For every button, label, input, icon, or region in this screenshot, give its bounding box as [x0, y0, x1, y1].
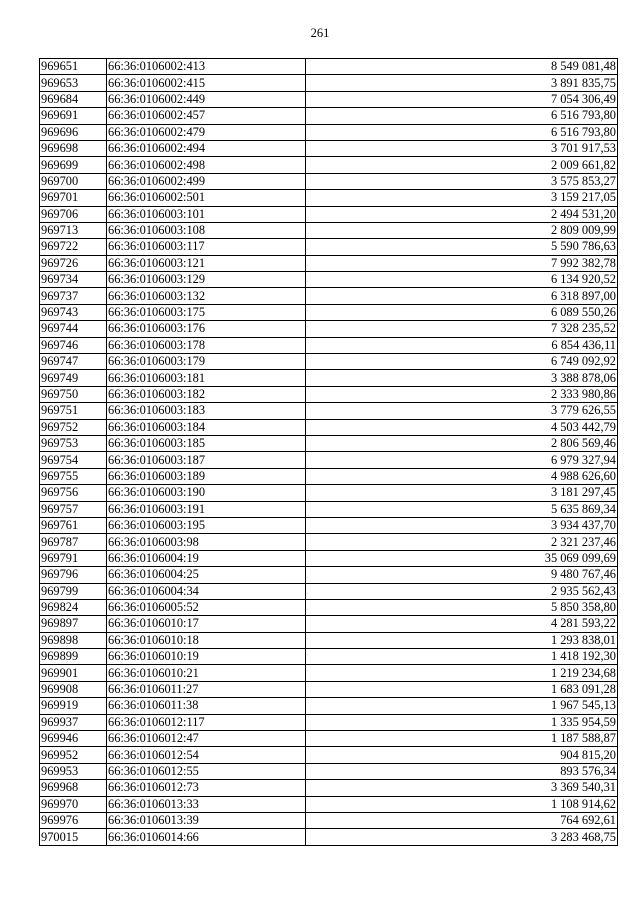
table-body — [40, 59, 618, 846]
cadastral-number-cell: 66:36:0106010:19 — [107, 649, 306, 665]
table-row — [40, 747, 618, 763]
row-id-cell: 969761 — [40, 517, 107, 533]
cadastral-number-cell: 66:36:0106002:415 — [107, 75, 306, 91]
cadastral-number-cell: 66:36:0106003:178 — [107, 337, 306, 353]
row-id-cell: 969726 — [40, 255, 107, 271]
cadastral-number-cell: 66:36:0106012:54 — [107, 747, 306, 763]
cadastral-value-cell: 6 749 092,92 — [306, 354, 618, 370]
cadastral-number-cell: 66:36:0106004:19 — [107, 550, 306, 566]
cadastral-value-cell: 2 009 661,82 — [306, 157, 618, 173]
cadastral-number-cell: 66:36:0106012:55 — [107, 763, 306, 779]
row-id-cell: 969899 — [40, 649, 107, 665]
cadastral-value-cell: 4 503 442,79 — [306, 419, 618, 435]
table-row — [40, 403, 618, 419]
table-row — [40, 59, 618, 75]
table-row — [40, 501, 618, 517]
cadastral-number-cell: 66:36:0106003:179 — [107, 354, 306, 370]
cadastral-value-cell: 3 159 217,05 — [306, 190, 618, 206]
table-row — [40, 632, 618, 648]
cadastral-number-cell: 66:36:0106002:499 — [107, 173, 306, 189]
cadastral-value-table — [39, 58, 618, 846]
row-id-cell: 969976 — [40, 812, 107, 828]
row-id-cell: 969898 — [40, 632, 107, 648]
row-id-cell: 969897 — [40, 616, 107, 632]
row-id-cell: 969754 — [40, 452, 107, 468]
row-id-cell: 969756 — [40, 485, 107, 501]
table-row — [40, 681, 618, 697]
cadastral-value-cell: 1 418 192,30 — [306, 649, 618, 665]
cadastral-value-cell: 5 590 786,63 — [306, 239, 618, 255]
cadastral-number-cell: 66:36:0106003:184 — [107, 419, 306, 435]
cadastral-value-cell: 1 335 954,59 — [306, 714, 618, 730]
table-row — [40, 731, 618, 747]
row-id-cell: 969946 — [40, 731, 107, 747]
cadastral-number-cell: 66:36:0106002:413 — [107, 59, 306, 75]
row-id-cell: 969799 — [40, 583, 107, 599]
table-row — [40, 206, 618, 222]
table-row — [40, 321, 618, 337]
cadastral-value-cell: 4 988 626,60 — [306, 468, 618, 484]
cadastral-value-cell: 3 388 878,06 — [306, 370, 618, 386]
cadastral-number-cell: 66:36:0106002:479 — [107, 124, 306, 140]
row-id-cell: 969700 — [40, 173, 107, 189]
row-id-cell: 969651 — [40, 59, 107, 75]
table-row — [40, 550, 618, 566]
cadastral-value-cell: 2 935 562,43 — [306, 583, 618, 599]
cadastral-value-cell: 3 701 917,53 — [306, 140, 618, 156]
table-row — [40, 780, 618, 796]
cadastral-number-cell: 66:36:0106012:117 — [107, 714, 306, 730]
row-id-cell: 969757 — [40, 501, 107, 517]
row-id-cell: 969744 — [40, 321, 107, 337]
cadastral-number-cell: 66:36:0106002:498 — [107, 157, 306, 173]
row-id-cell: 969701 — [40, 190, 107, 206]
table-row — [40, 698, 618, 714]
cadastral-value-cell: 904 815,20 — [306, 747, 618, 763]
table-row — [40, 288, 618, 304]
cadastral-number-cell: 66:36:0106002:501 — [107, 190, 306, 206]
row-id-cell: 969751 — [40, 403, 107, 419]
cadastral-number-cell: 66:36:0106003:101 — [107, 206, 306, 222]
cadastral-number-cell: 66:36:0106011:38 — [107, 698, 306, 714]
row-id-cell: 969746 — [40, 337, 107, 353]
cadastral-number-cell: 66:36:0106002:494 — [107, 140, 306, 156]
cadastral-value-cell: 3 283 468,75 — [306, 829, 618, 845]
cadastral-number-cell: 66:36:0106003:190 — [107, 485, 306, 501]
cadastral-value-cell: 1 187 588,87 — [306, 731, 618, 747]
cadastral-number-cell: 66:36:0106003:185 — [107, 435, 306, 451]
table-row — [40, 812, 618, 828]
cadastral-value-cell: 1 293 838,01 — [306, 632, 618, 648]
cadastral-number-cell: 66:36:0106003:187 — [107, 452, 306, 468]
table-row — [40, 124, 618, 140]
row-id-cell: 969970 — [40, 796, 107, 812]
cadastral-value-cell: 2 809 009,99 — [306, 222, 618, 238]
cadastral-value-cell: 3 934 437,70 — [306, 517, 618, 533]
cadastral-value-cell: 2 494 531,20 — [306, 206, 618, 222]
page-number: 261 — [310, 26, 330, 40]
table-row — [40, 386, 618, 402]
cadastral-number-cell: 66:36:0106012:47 — [107, 731, 306, 747]
row-id-cell: 969750 — [40, 386, 107, 402]
table-row — [40, 665, 618, 681]
cadastral-value-cell: 1 108 914,62 — [306, 796, 618, 812]
table-row — [40, 468, 618, 484]
cadastral-number-cell: 66:36:0106003:195 — [107, 517, 306, 533]
row-id-cell: 969919 — [40, 698, 107, 714]
cadastral-number-cell: 66:36:0106013:33 — [107, 796, 306, 812]
cadastral-number-cell: 66:36:0106003:175 — [107, 304, 306, 320]
table-row — [40, 649, 618, 665]
row-id-cell: 969952 — [40, 747, 107, 763]
cadastral-value-cell: 7 328 235,52 — [306, 321, 618, 337]
row-id-cell: 969937 — [40, 714, 107, 730]
cadastral-value-cell: 7 992 382,78 — [306, 255, 618, 271]
cadastral-value-cell: 3 575 853,27 — [306, 173, 618, 189]
table-row — [40, 272, 618, 288]
table-row — [40, 108, 618, 124]
row-id-cell: 969755 — [40, 468, 107, 484]
cadastral-value-cell: 2 333 980,86 — [306, 386, 618, 402]
cadastral-number-cell: 66:36:0106010:21 — [107, 665, 306, 681]
table-row — [40, 222, 618, 238]
cadastral-value-cell: 6 516 793,80 — [306, 124, 618, 140]
table-row — [40, 616, 618, 632]
cadastral-value-cell: 7 054 306,49 — [306, 91, 618, 107]
table-row — [40, 796, 618, 812]
cadastral-number-cell: 66:36:0106002:457 — [107, 108, 306, 124]
row-id-cell: 969752 — [40, 419, 107, 435]
table-row — [40, 91, 618, 107]
table-row — [40, 140, 618, 156]
cadastral-number-cell: 66:36:0106002:449 — [107, 91, 306, 107]
row-id-cell: 969787 — [40, 534, 107, 550]
cadastral-number-cell: 66:36:0106003:98 — [107, 534, 306, 550]
table-row — [40, 157, 618, 173]
row-id-cell: 969684 — [40, 91, 107, 107]
row-id-cell: 969953 — [40, 763, 107, 779]
cadastral-number-cell: 66:36:0106010:18 — [107, 632, 306, 648]
cadastral-value-cell: 6 318 897,00 — [306, 288, 618, 304]
table-row — [40, 304, 618, 320]
table-row — [40, 419, 618, 435]
cadastral-value-cell: 3 891 835,75 — [306, 75, 618, 91]
cadastral-value-cell: 764 692,61 — [306, 812, 618, 828]
cadastral-number-cell: 66:36:0106013:39 — [107, 812, 306, 828]
cadastral-number-cell: 66:36:0106003:182 — [107, 386, 306, 402]
cadastral-number-cell: 66:36:0106010:17 — [107, 616, 306, 632]
cadastral-number-cell: 66:36:0106003:181 — [107, 370, 306, 386]
row-id-cell: 969749 — [40, 370, 107, 386]
row-id-cell: 969737 — [40, 288, 107, 304]
cadastral-number-cell: 66:36:0106014:66 — [107, 829, 306, 845]
table-row — [40, 239, 618, 255]
cadastral-number-cell: 66:36:0106012:73 — [107, 780, 306, 796]
table-row — [40, 75, 618, 91]
table-row — [40, 583, 618, 599]
cadastral-number-cell: 66:36:0106003:121 — [107, 255, 306, 271]
cadastral-value-cell: 6 089 550,26 — [306, 304, 618, 320]
cadastral-value-cell: 6 516 793,80 — [306, 108, 618, 124]
cadastral-value-cell: 1 219 234,68 — [306, 665, 618, 681]
cadastral-number-cell: 66:36:0106003:108 — [107, 222, 306, 238]
row-id-cell: 969796 — [40, 567, 107, 583]
row-id-cell: 969698 — [40, 140, 107, 156]
cadastral-number-cell: 66:36:0106003:117 — [107, 239, 306, 255]
cadastral-number-cell: 66:36:0106005:52 — [107, 599, 306, 615]
row-id-cell: 969722 — [40, 239, 107, 255]
table-row — [40, 370, 618, 386]
row-id-cell: 969791 — [40, 550, 107, 566]
row-id-cell: 969706 — [40, 206, 107, 222]
row-id-cell: 969743 — [40, 304, 107, 320]
row-id-cell: 969691 — [40, 108, 107, 124]
cadastral-number-cell: 66:36:0106003:176 — [107, 321, 306, 337]
table-row — [40, 534, 618, 550]
cadastral-value-cell: 1 967 545,13 — [306, 698, 618, 714]
cadastral-number-cell: 66:36:0106003:183 — [107, 403, 306, 419]
row-id-cell: 969901 — [40, 665, 107, 681]
cadastral-value-cell: 3 369 540,31 — [306, 780, 618, 796]
cadastral-value-cell: 3 181 297,45 — [306, 485, 618, 501]
table-row — [40, 173, 618, 189]
row-id-cell: 969696 — [40, 124, 107, 140]
cadastral-value-cell: 9 480 767,46 — [306, 567, 618, 583]
table-row — [40, 337, 618, 353]
row-id-cell: 969653 — [40, 75, 107, 91]
cadastral-number-cell: 66:36:0106003:129 — [107, 272, 306, 288]
row-id-cell: 969747 — [40, 354, 107, 370]
cadastral-value-cell: 893 576,34 — [306, 763, 618, 779]
cadastral-value-cell: 35 069 099,69 — [306, 550, 618, 566]
row-id-cell: 969699 — [40, 157, 107, 173]
cadastral-number-cell: 66:36:0106003:189 — [107, 468, 306, 484]
table-row — [40, 485, 618, 501]
row-id-cell: 969713 — [40, 222, 107, 238]
table-row — [40, 599, 618, 615]
cadastral-value-cell: 6 979 327,94 — [306, 452, 618, 468]
cadastral-value-cell: 2 806 569,46 — [306, 435, 618, 451]
row-id-cell: 969824 — [40, 599, 107, 615]
cadastral-value-cell: 1 683 091,28 — [306, 681, 618, 697]
cadastral-value-cell: 6 134 920,52 — [306, 272, 618, 288]
cadastral-value-cell: 3 779 626,55 — [306, 403, 618, 419]
cadastral-value-cell: 6 854 436,11 — [306, 337, 618, 353]
table-row — [40, 517, 618, 533]
table-row — [40, 829, 618, 845]
table-row — [40, 354, 618, 370]
cadastral-number-cell: 66:36:0106011:27 — [107, 681, 306, 697]
cadastral-value-cell: 4 281 593,22 — [306, 616, 618, 632]
row-id-cell: 969753 — [40, 435, 107, 451]
cadastral-number-cell: 66:36:0106003:191 — [107, 501, 306, 517]
cadastral-value-cell: 8 549 081,48 — [306, 59, 618, 75]
cadastral-number-cell: 66:36:0106003:132 — [107, 288, 306, 304]
cadastral-number-cell: 66:36:0106004:34 — [107, 583, 306, 599]
table-row — [40, 435, 618, 451]
table-row — [40, 714, 618, 730]
row-id-cell: 969968 — [40, 780, 107, 796]
table-row — [40, 255, 618, 271]
row-id-cell: 969908 — [40, 681, 107, 697]
cadastral-value-cell: 5 635 869,34 — [306, 501, 618, 517]
cadastral-number-cell: 66:36:0106004:25 — [107, 567, 306, 583]
table-row — [40, 452, 618, 468]
row-id-cell: 970015 — [40, 829, 107, 845]
table-row — [40, 567, 618, 583]
table-row — [40, 763, 618, 779]
table-row — [40, 190, 618, 206]
cadastral-value-cell: 2 321 237,46 — [306, 534, 618, 550]
cadastral-value-cell: 5 850 358,80 — [306, 599, 618, 615]
row-id-cell: 969734 — [40, 272, 107, 288]
